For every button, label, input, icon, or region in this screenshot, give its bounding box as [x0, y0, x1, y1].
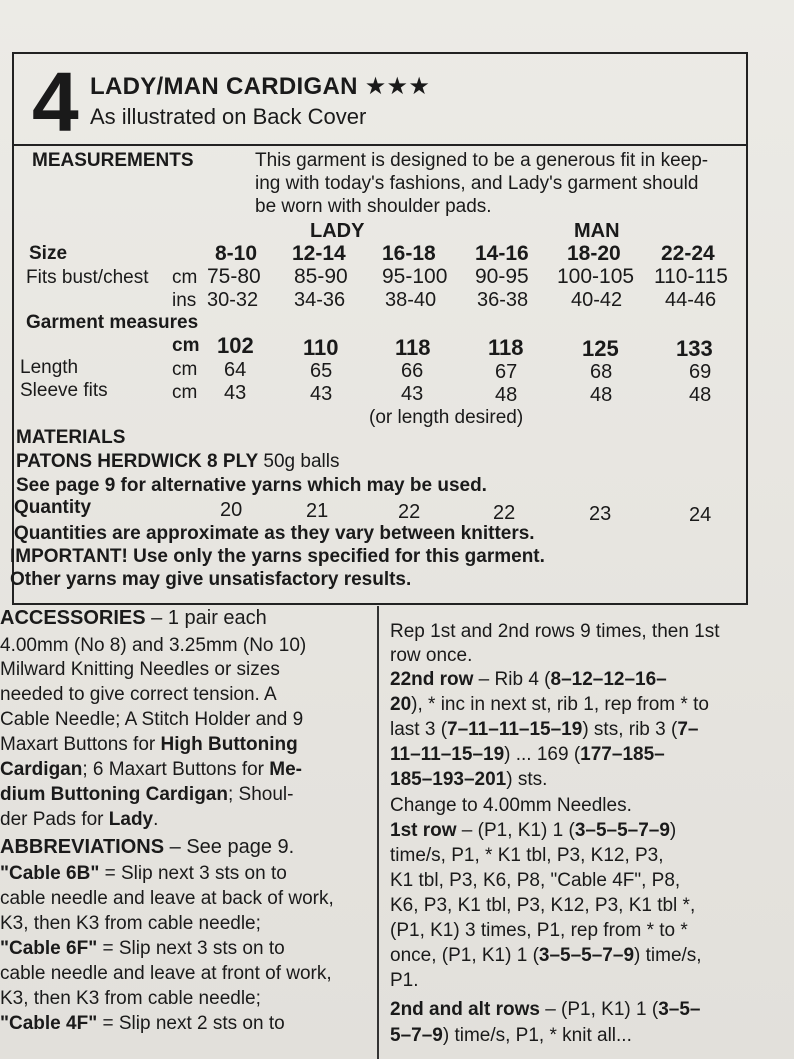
cable-6f-line: "Cable 6F" = Slip next 3 sts on to	[0, 938, 285, 959]
fits-ins-value: 30-32	[207, 289, 259, 311]
quantity-value: 22	[493, 502, 516, 524]
left-line: Milward Knitting Needles or sizes	[0, 659, 280, 680]
right-line-sts: 185–193–201) sts.	[390, 769, 548, 790]
size-value: 14-16	[475, 242, 529, 265]
unit-cm: cm	[172, 335, 200, 356]
yarn-line	[16, 451, 339, 473]
column-divider	[377, 606, 379, 1059]
abbreviations-line: ABBREVIATIONS – See page 9.	[0, 836, 295, 858]
man-label: MAN	[574, 220, 620, 242]
garment-value: 118	[395, 335, 431, 360]
fits-cm-value: 75-80	[207, 265, 261, 288]
fits-ins-value: 34-36	[294, 289, 346, 311]
cable-4f-line: "Cable 4F" = Slip next 2 sts on to	[0, 1013, 285, 1034]
right-line-169: 11–11–15–19) ... 169 (177–185–	[390, 744, 665, 765]
right-line: time/s, P1, * K1 tbl, P3, K12, P3,	[390, 845, 664, 866]
cable-6b-line: "Cable 6B" = Slip next 3 sts on to	[0, 863, 287, 884]
quantity-label: Quantity	[14, 497, 92, 518]
row-2-line: 2nd and alt rows – (P1, K1) 1 (3–5–	[390, 999, 701, 1020]
measurements-intro-1: This garment is designed to be a generous fit in keep-	[255, 150, 709, 171]
other-yarns-note: Other yarns may give unsatisfactory results.	[10, 569, 412, 590]
yarn-name: PATONS HERDWICK 8 PLY	[16, 451, 259, 472]
see-page-note: See page 9 for alternative yarns which may be used.	[16, 475, 487, 496]
left-line-pads: der Pads for Lady.	[0, 809, 159, 830]
unit-ins: ins	[172, 290, 197, 311]
row-22-line: 22nd row – Rib 4 (8–12–12–16–	[390, 669, 667, 690]
quantity-value: 21	[306, 500, 329, 522]
pattern-subtitle: As illustrated on Back Cover	[90, 104, 367, 129]
fits-ins-value: 36-38	[477, 289, 529, 311]
left-line: needed to give correct tension. A	[0, 684, 277, 705]
sleeve-value: 43	[224, 382, 247, 404]
left-line: K3, then K3 from cable needle;	[0, 988, 261, 1009]
size-value: 18-20	[567, 242, 621, 265]
left-line-buttons-medium: Cardigan; 6 Maxart Buttons for Me-	[0, 759, 303, 780]
left-line: cable needle and leave at back of work,	[0, 888, 334, 909]
sleeve-value: 43	[401, 383, 424, 405]
right-line-last: last 3 (7–11–11–15–19) sts, rib 3 (7–	[390, 719, 699, 740]
sleeve-value: 48	[590, 384, 613, 406]
measurements-heading: MEASUREMENTS	[32, 150, 194, 171]
size-value: 12-14	[292, 242, 346, 265]
garment-label: Garment measures	[26, 312, 199, 333]
left-line: cable needle and leave at front of work,	[0, 963, 332, 984]
length-value: 64	[224, 359, 247, 381]
right-line: Rep 1st and 2nd rows 9 times, then 1st	[390, 621, 720, 642]
title-band	[14, 54, 746, 149]
left-line-medium: dium Buttoning Cardigan; Shoul-	[0, 784, 294, 805]
length-value: 69	[689, 361, 712, 383]
size-value: 22-24	[661, 242, 715, 265]
right-line: (P1, K1) 3 times, P1, rep from * to *	[390, 920, 688, 941]
sleeve-note: (or length desired)	[369, 407, 524, 428]
measurements-intro-2: ing with today's fashions, and Lady's garment should	[255, 173, 699, 194]
right-line: K1 tbl, P3, K6, P8, "Cable 4F", P8,	[390, 870, 681, 891]
right-line: P1.	[390, 970, 419, 991]
length-value: 68	[590, 361, 613, 383]
unit-cm: cm	[172, 267, 198, 288]
length-label: Length	[20, 357, 79, 378]
right-line: K6, P3, K1 tbl, P3, K12, P3, K1 tbl *,	[390, 895, 696, 916]
fits-ins-value: 44-46	[665, 289, 717, 311]
quantity-value: 23	[589, 503, 612, 525]
sleeve-value: 48	[689, 384, 712, 406]
sleeve-value: 48	[495, 384, 518, 406]
fits-ins-value: 38-40	[385, 289, 437, 311]
accessories-text: – 1 pair each	[145, 607, 267, 629]
left-line-buttons-high: Maxart Buttons for High Buttoning	[0, 734, 298, 755]
right-line: row once.	[390, 645, 473, 666]
yarn-ball-size: 50g balls	[258, 451, 340, 472]
length-value: 65	[310, 360, 333, 382]
fits-ins-value: 40-42	[571, 289, 623, 311]
unit-cm: cm	[172, 359, 198, 380]
length-value: 67	[495, 361, 518, 383]
quantities-approx-note: Quantities are approximate as they vary between knitters.	[14, 523, 535, 544]
fits-cm-value: 85-90	[294, 265, 348, 288]
left-line: Cable Needle; A Stitch Holder and 9	[0, 709, 304, 730]
size-value: 8-10	[215, 242, 258, 265]
pattern-title: LADY/MAN CARDIGAN ★★★	[90, 73, 431, 100]
right-line-once: once, (P1, K1) 1 (3–5–5–7–9) time/s,	[390, 945, 702, 966]
sleeve-label: Sleeve fits	[20, 380, 108, 401]
left-line: 4.00mm (No 8) and 3.25mm (No 10)	[0, 635, 307, 656]
fits-cm-value: 110-115	[654, 265, 728, 288]
fits-cm-value: 90-95	[475, 265, 529, 288]
left-line: K3, then K3 from cable needle;	[0, 913, 261, 934]
measurements-intro-3: be worn with shoulder pads.	[255, 196, 492, 217]
quantity-value: 24	[689, 504, 712, 526]
lady-label: LADY	[310, 220, 365, 242]
length-value: 66	[401, 360, 424, 382]
fits-label: Fits bust/chest	[26, 267, 149, 288]
size-value: 16-18	[382, 242, 436, 265]
accessories-heading: ACCESSORIES	[0, 607, 146, 629]
garment-value: 102	[217, 333, 254, 358]
materials-heading: MATERIALS	[16, 427, 126, 448]
garment-value: 133	[676, 336, 713, 361]
right-line-partial: 5–7–9) time/s, P1, * knit all...	[390, 1025, 632, 1046]
size-label: Size	[29, 243, 68, 264]
row-1-line: 1st row – (P1, K1) 1 (3–5–5–7–9)	[390, 820, 677, 841]
quantity-value: 20	[220, 499, 243, 521]
pattern-number: 4	[32, 55, 79, 149]
unit-cm: cm	[172, 382, 198, 403]
important-note: IMPORTANT! Use only the yarns specified for this garment.	[10, 546, 545, 567]
right-line: Change to 4.00mm Needles.	[390, 795, 632, 816]
accessories-line	[0, 607, 267, 630]
sleeve-value: 43	[310, 383, 333, 405]
fits-cm-value: 95-100	[382, 265, 448, 288]
right-line-inc: 20), * inc in next st, rib 1, rep from * to	[390, 694, 709, 715]
garment-value: 110	[303, 335, 339, 360]
garment-value: 118	[488, 335, 524, 360]
quantity-value: 22	[398, 501, 421, 523]
garment-value: 125	[582, 336, 619, 361]
fits-cm-value: 100-105	[557, 265, 635, 288]
pattern-header-box	[12, 52, 748, 605]
